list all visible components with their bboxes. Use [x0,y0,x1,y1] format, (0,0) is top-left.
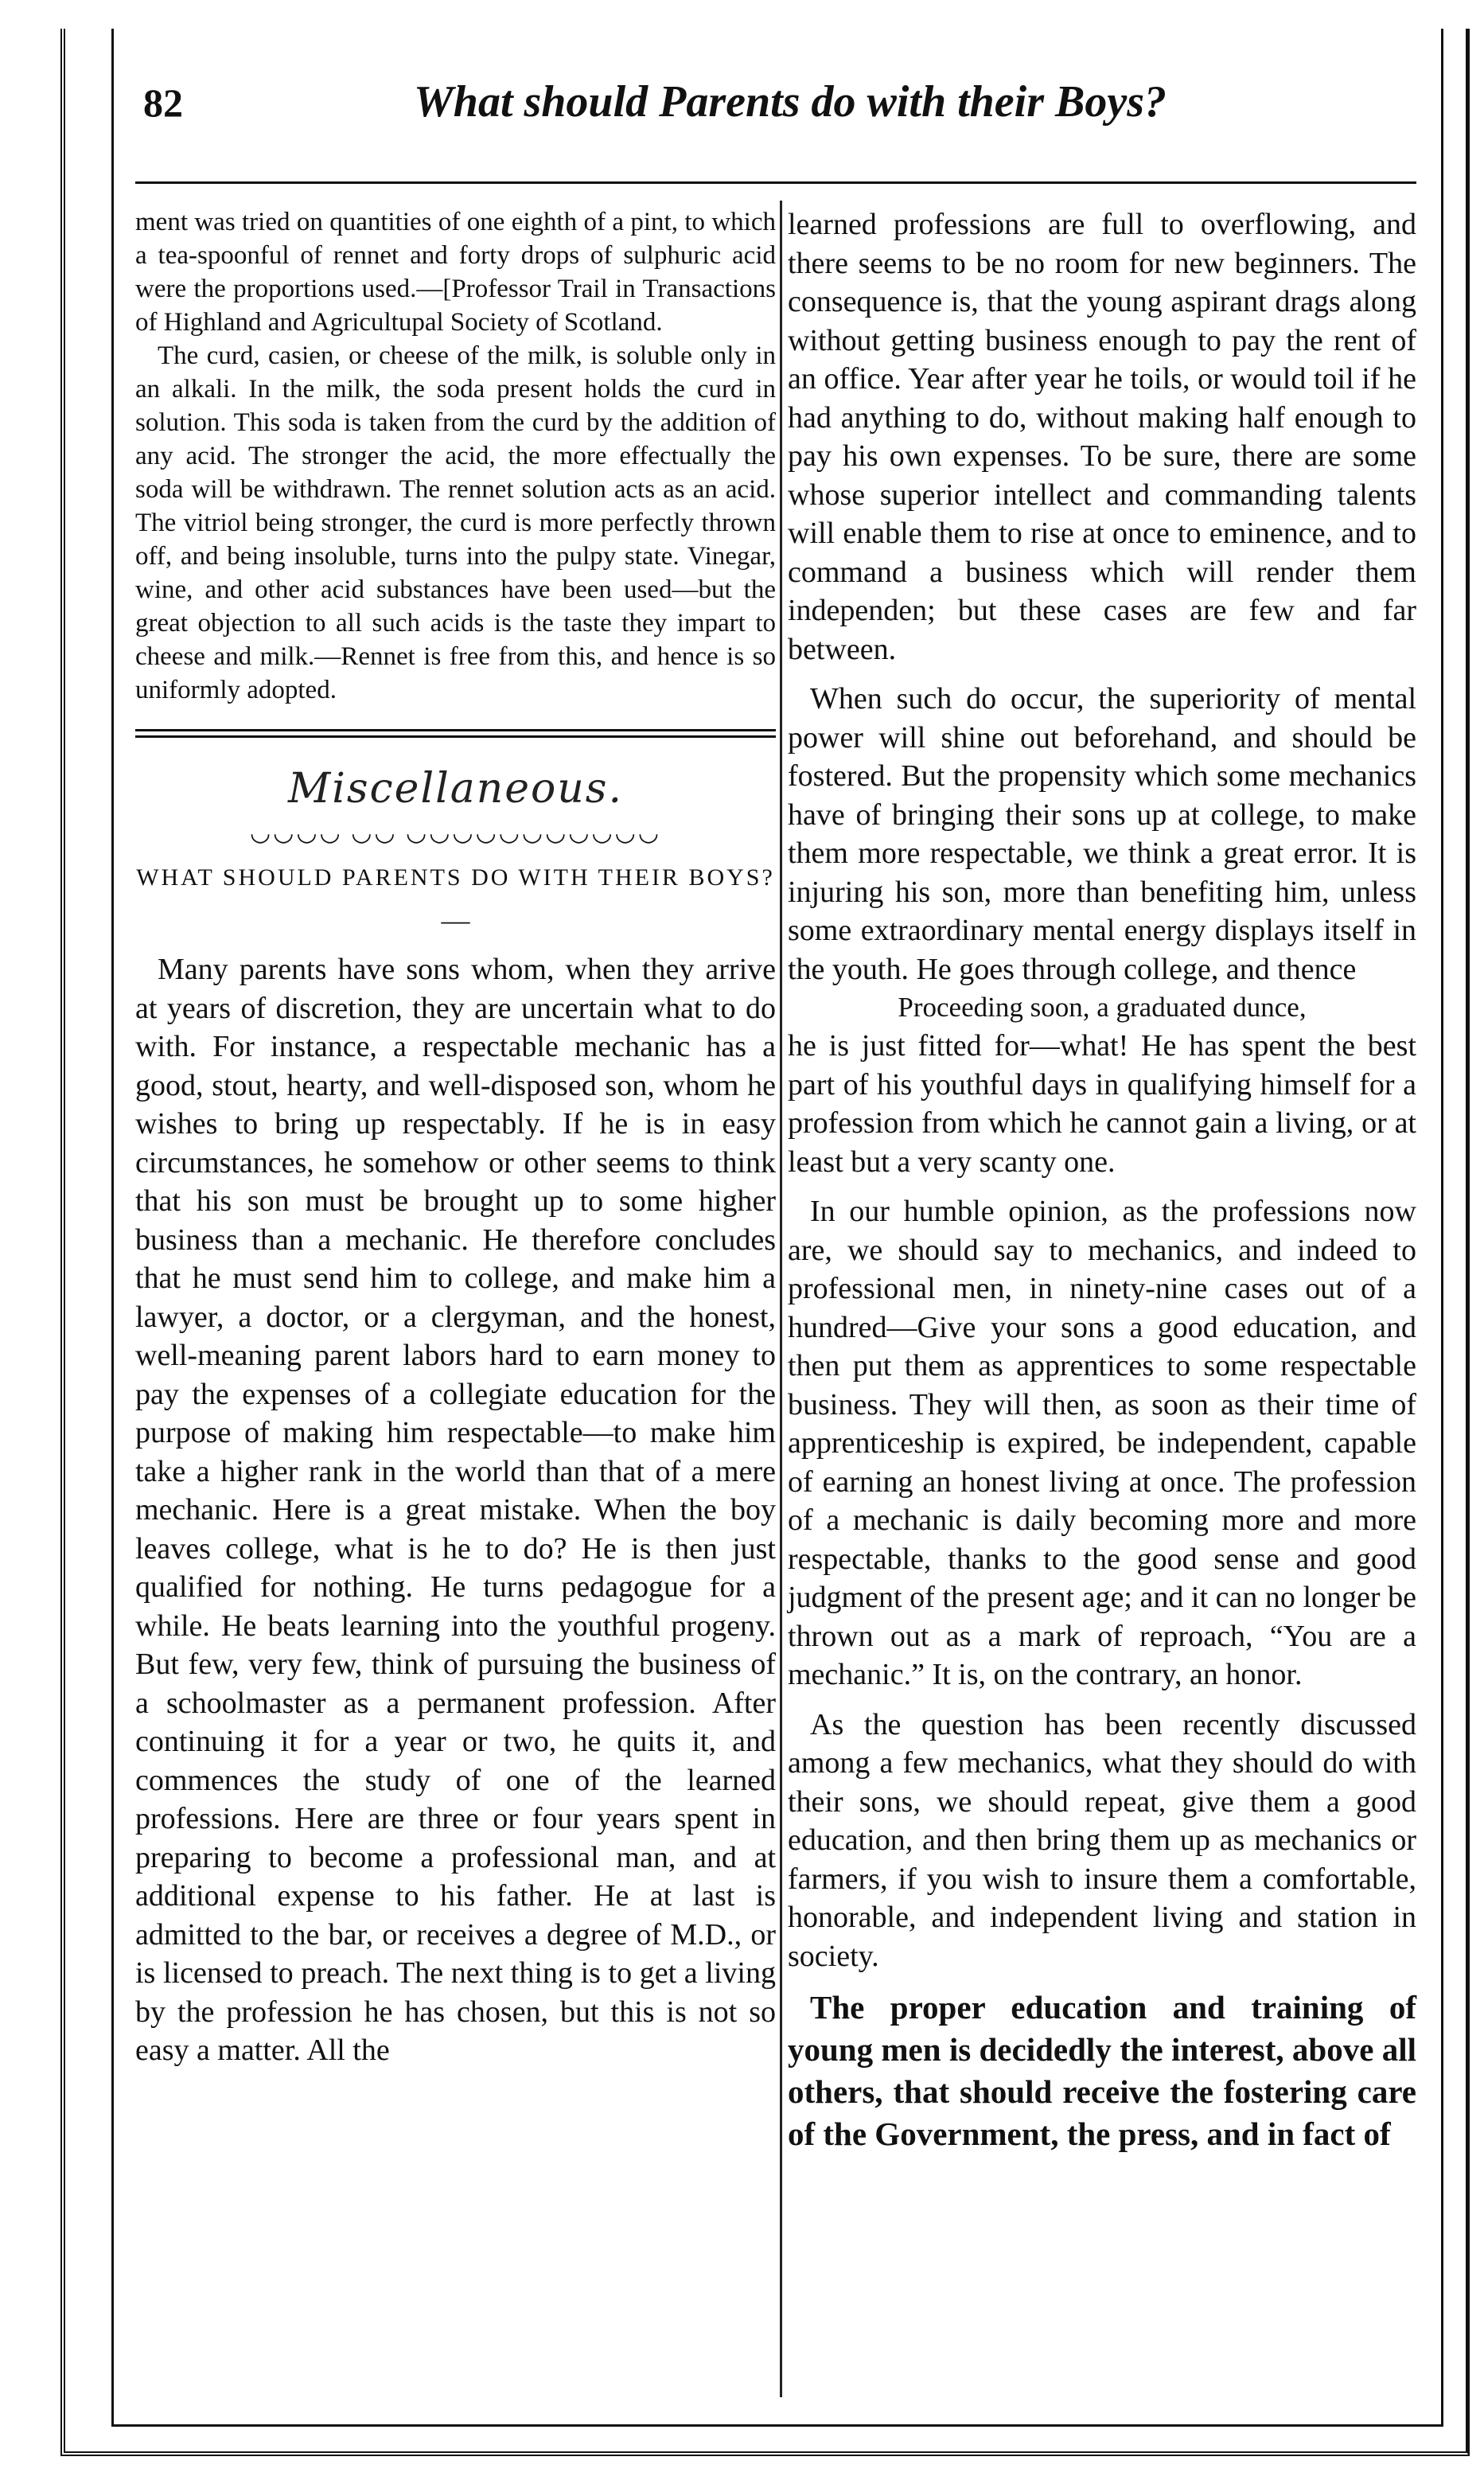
continuation-text: ment was tried on quantities of one eighth of a pint, to which a tea-spoonful of rennet and forty drops of sulphuric acid were the proportions used.—[Professor Trail in Transactions of Highland and Agricultupal Society of Scotland. [135,208,776,337]
ornament-rule: ◡◡◡◡ ◡◡ ◡◡◡◡◡◡◡◡◡◡◡ [249,820,661,846]
header-rule [135,181,1416,184]
article-paragraph: he is just fitted for—what! He has spent the best part of his youthful days in qualifying himself for a profession from which he cannot gain a living, or at least but a very scanty one. [788,1029,1416,1179]
left-column [135,205,776,2070]
running-title: What should Parents do with their Boys? [414,77,1167,127]
article-paragraph: The proper education and training of young men is decidedly the interest, above all others, that should receive the fostering care of the Government, the press, and in fact of [788,1989,1416,2152]
article-paragraph: As the question has been recently discussed among a few mechanics, what they should do with their sons, we should repeat, give them a good education, and then bring them up as mechanics or farmers, if you wish to insure them a comfortable, honorable, and independent living and station in society. [788,1707,1416,1973]
article-body: Many parents have sons whom, when they arrive at years of discretion, they are uncertain what to do with. For instance, a respectable mechanic has a good, stout, hearty, and well-disposed son, whom he wishes to bring up respectably. If he is in easy circumstances, he somehow or other seems to think that his son must be brought up to some higher business than a mechanic. He therefore concludes that he must send him to college, and make him a lawyer, a doctor, or a clergyman, and the honest, well-meaning parent labors hard to earn money to pay the expenses of a collegiate education for the purpose of making him respectable—to make him take a higher rank in the world than that of a mere mechanic. Here is a great mistake. When the boy leaves college, what is he to do? He is then just qualified for nothing. He turns pedagogue for a while. He beats learning into the youthful progeny. But few, very few, think of pursuing the business of a schoolmaster as a permanent profession. After continuing it for a year or two, he quits it, and commences the study of one of the learned professions. Here are three or four years spent in preparing to become a professional man, and at additional expense to his father. He at last is admitted to the bar, or receives a degree of M.D., or is licensed to preach. The next thing is to get a living by the profession he has chosen, but this is not so easy a matter. All the [135,953,776,2067]
article-title: WHAT SHOULD PARENTS DO WITH THEIR BOYS? [136,864,775,891]
page-number: 82 [143,80,183,125]
article-paragraph: learned professions are full to overflowing, and there seems to be no room for new beginners. The consequence is, that the young aspirant drags along without getting business enough to pay the rent of an office. Year after year he toils, or would toil if he had anything to do, without making half enough to pay his own expenses. To be sure, there are some whose superior intellect and commanding talents will enable them to rise at once to eminence, and to command a business which will render them independen; but these cases are few and far between. [788,208,1416,666]
article-paragraph: In our humble opinion, as the professions now are, we should say to mechanics, and indeed to professional men, in ninety-nine cases out of a hundred—Give your sons a good education, and then put them as apprentices to some respectable business. They will then, as soon as their time of apprenticeship is expired, be independent, capable of earning an honest living at once. The profession of a mechanic is daily becoming more and more respectable, thanks to the good sense and good judgment of the present age; and it can no longer be thrown out as a mark of reproach, “You are a mechanic.” It is, on the contrary, an honor. [788,1195,1416,1691]
column-divider [780,201,782,2397]
section-double-rule [135,735,776,738]
section-heading: Miscellaneous. [288,765,623,813]
section-double-rule [135,729,776,731]
article-paragraph: When such do occur, the superiority of mental power will shine out beforehand, and should be fostered. But the propensity which some mechanics have of bringing their sons up at college, to make them more respectable, we think a great error. It is injuring his son, more than benefiting him, unless some extraordinary mental energy displays itself in the youth. He goes through college, and thence [788,682,1416,986]
title-dash: — [441,904,470,936]
continuation-text: The curd, casien, or cheese of the milk, is soluble only in an alkali. In the milk, the soda present holds the curd in solution. This soda is taken from the curd by the addition of any acid. The stronger the acid, the more effectually the soda will be withdrawn. The rennet solution acts as an acid. The vitriol being stronger, the curd is more perfectly thrown off, and being insoluble, turns into the pulpy state. Vinegar, wine, and other acid substances have been used—but the great objection to all such acids is the taste they impart to cheese and milk.—Rennet is free from this, and hence is so uniformly adopted. [135,341,776,704]
right-column [788,205,1416,2155]
verse-quote: Proceeding soon, a graduated dunce, [898,992,1307,1023]
page-header [135,77,1416,143]
